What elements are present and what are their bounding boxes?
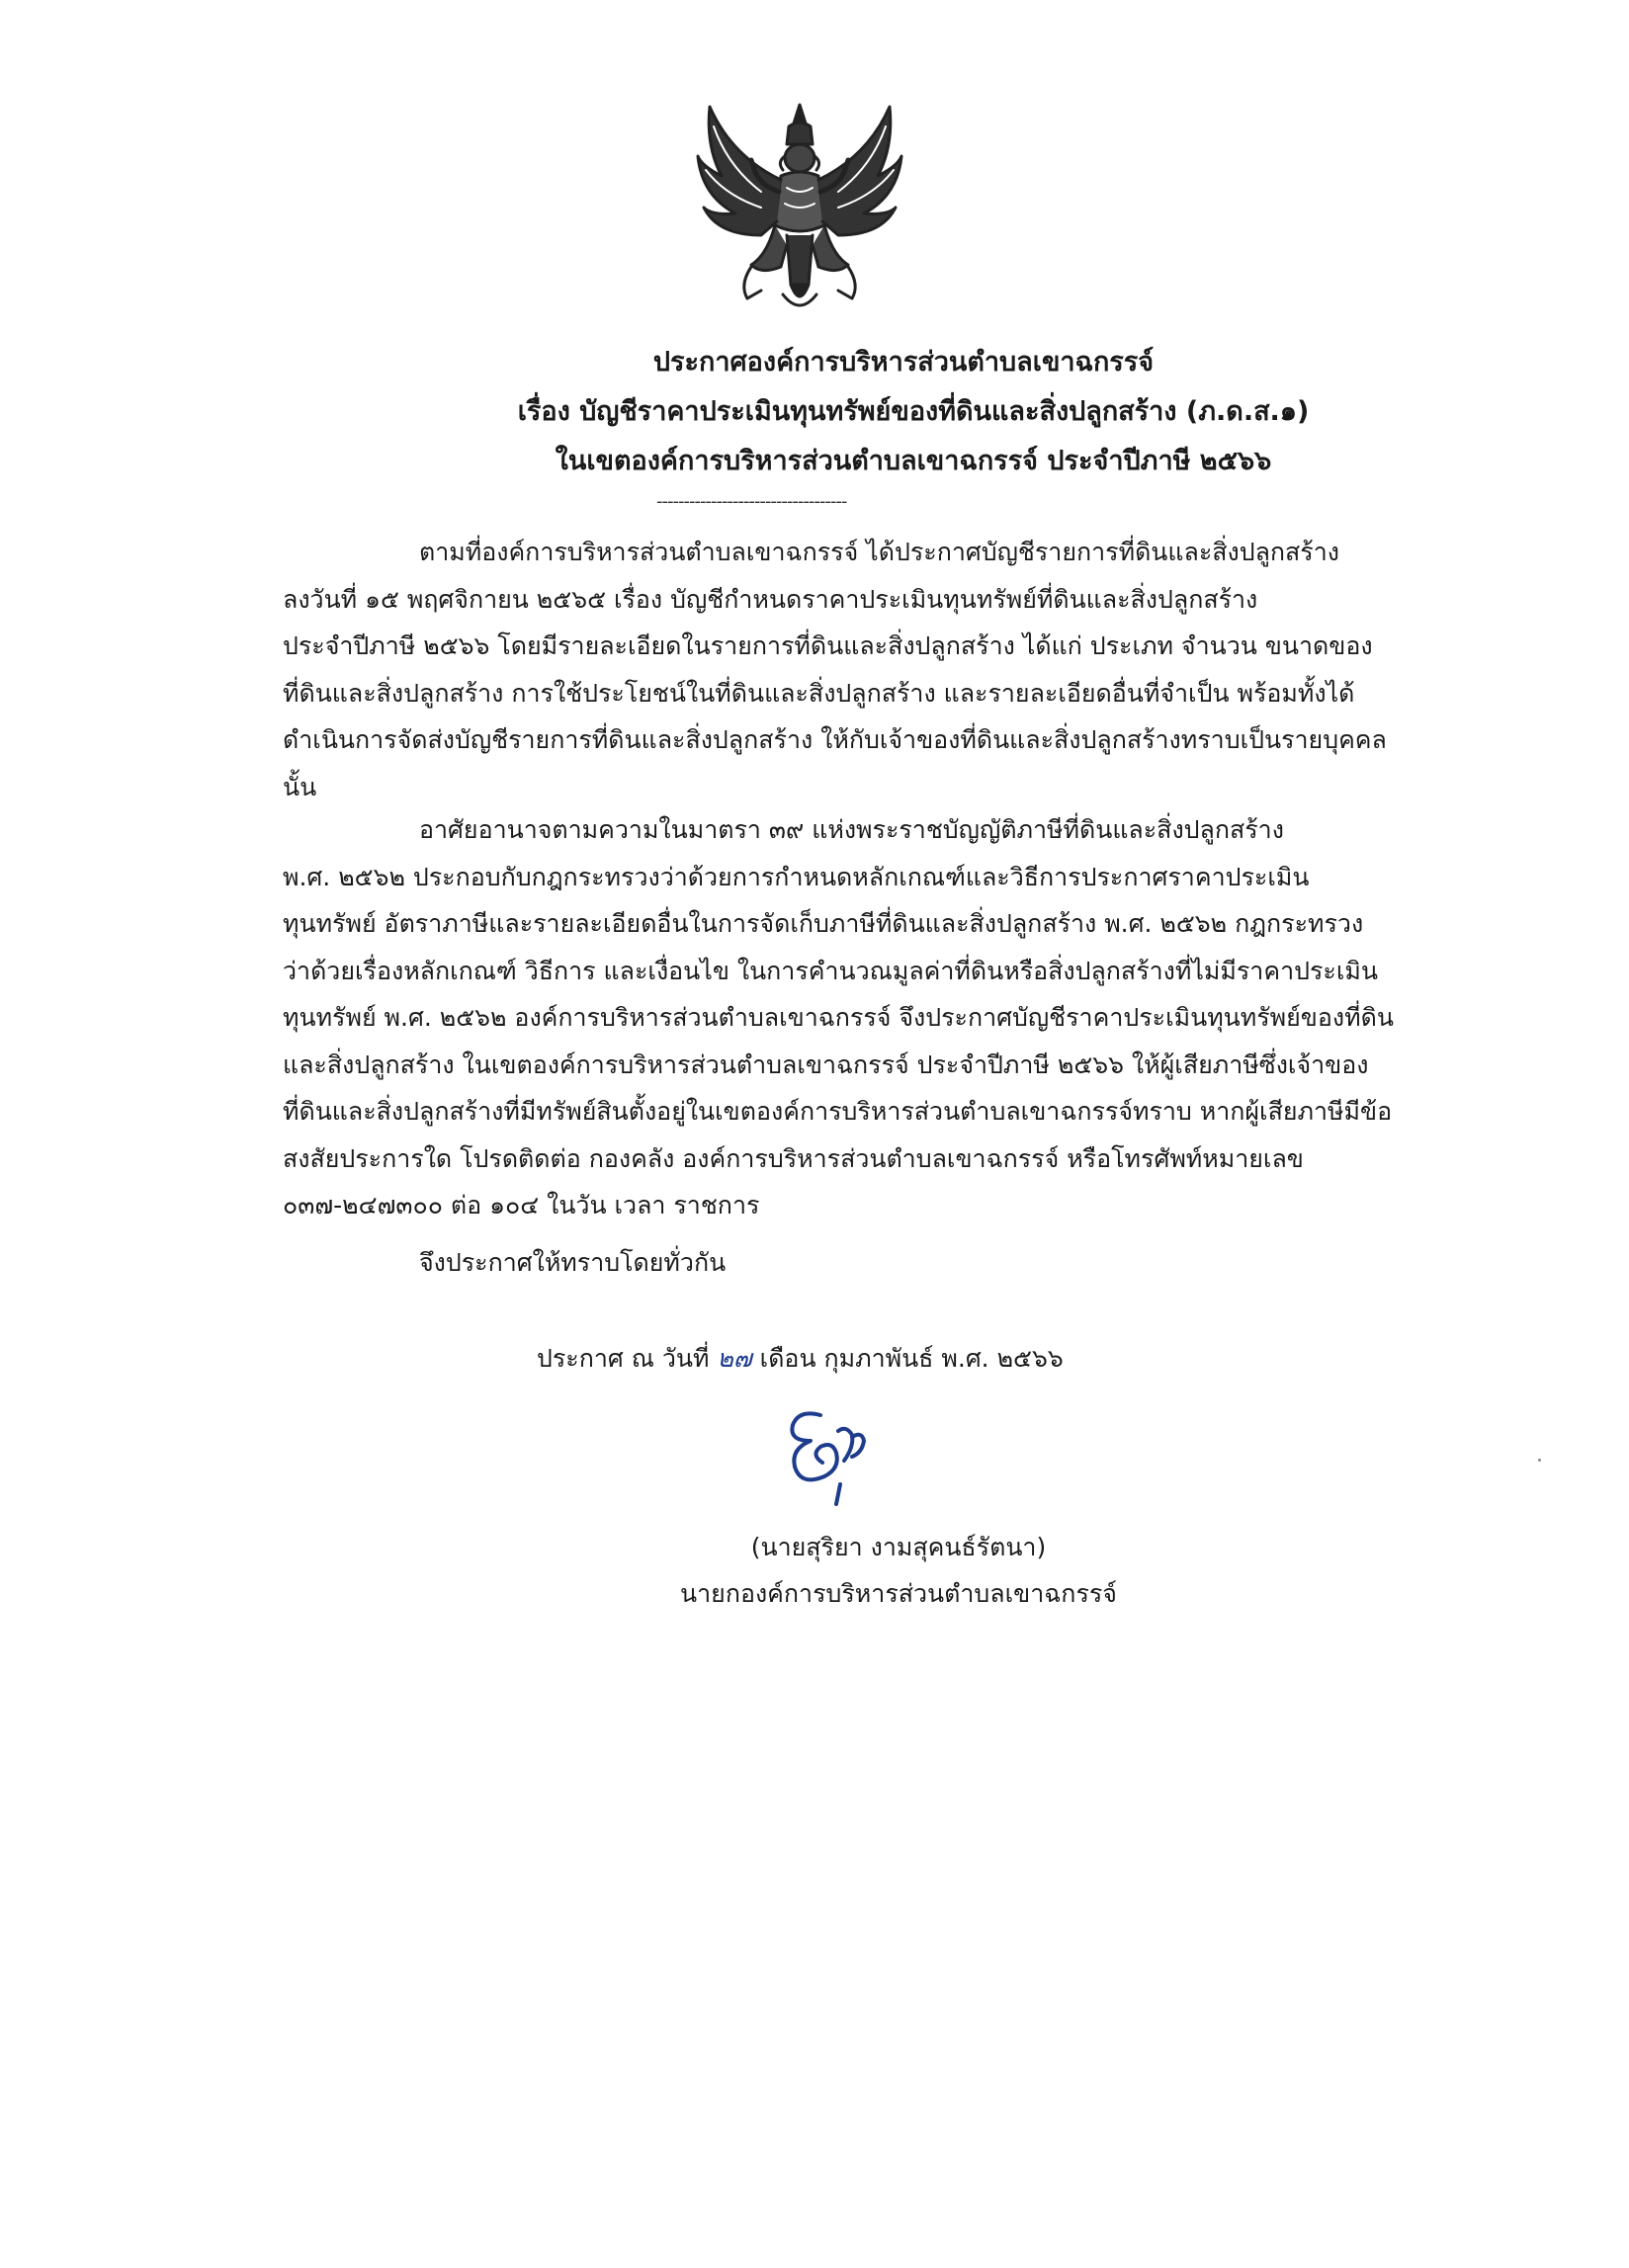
signer-block xyxy=(0,1524,1629,1617)
paragraph-line: ที่ดินและสิ่งปลูกสร้าง การใช้ประโยชน์ในที่ดินและสิ่งปลูกสร้าง และรายละเอียดอื่นที่จำเป็น พร้อมทั้งได้ xyxy=(283,678,1355,708)
paragraph-line: ที่ดินและสิ่งปลูกสร้างที่มีทรัพย์สินตั้งอยู่ในเขตองค์การบริหารส่วนตำบลเขาฉกรรจ์ทราบ หากผู้เสียภาษีมีข้อ xyxy=(283,1097,1393,1126)
announcement-title xyxy=(0,338,1629,486)
signer-position: นายกองค์การบริหารส่วนตำบลเขาฉกรรจ์ xyxy=(680,1579,1117,1608)
scan-speck xyxy=(1538,1459,1541,1462)
paragraph-1 xyxy=(283,529,1433,810)
signer-name: (นายสุริยา งามสุคนธ์รัตนา) xyxy=(750,1533,1047,1561)
paragraph-line: พ.ศ. ๒๕๖๒ ประกอบกับกฎกระทรวงว่าด้วยการกำหนดหลักเกณฑ์และวิธีการประกาศราคาประเมิน xyxy=(283,862,1310,891)
paragraph-line: อาศัยอานาจตามความในมาตรา ๓๙ แห่งพระราชบัญญัติภาษีที่ดินและสิ่งปลูกสร้าง xyxy=(419,815,1284,844)
title-separator: ----------------------------------- xyxy=(656,491,847,512)
paragraph-line: และสิ่งปลูกสร้าง ในเขตองค์การบริหารส่วนตำบลเขาฉกรรจ์ ประจำปีภาษี ๒๕๖๖ ให้ผู้เสียภาษีซึ่งเจ้าของ xyxy=(283,1050,1369,1079)
paragraph-line: ทุนทรัพย์ พ.ศ. ๒๕๖๒ องค์การบริหารส่วนตำบลเขาฉกรรจ์ จึงประกาศบัญชีราคาประเมินทุนทรัพย์ของที่ดิน xyxy=(283,1003,1394,1032)
paragraph-line: สงสัยประการใด โปรดติดต่อ กองคลัง องค์การบริหารส่วนตำบลเขาฉกรรจ์ หรือโทรศัพท์หมายเลข xyxy=(283,1143,1304,1173)
date-suffix: เดือน กุมภาพันธ์ พ.ศ. ๒๕๖๖ xyxy=(751,1344,1064,1373)
date-prefix: ประกาศ ณ วันที่ xyxy=(537,1344,718,1373)
paragraph-line: ตามที่องค์การบริหารส่วนตำบลเขาฉกรรจ์ ได้ประกาศบัญชีรายการที่ดินและสิ่งปลูกสร้าง xyxy=(419,538,1339,566)
title-line-2: เรื่อง บัญชีราคาประเมินทุนทรัพย์ของที่ดินและสิ่งปลูกสร้าง (ภ.ด.ส.๑) xyxy=(517,396,1310,427)
paragraph-line: นั้น xyxy=(283,772,317,801)
paragraph-line: ทุนทรัพย์ อัตราภาษีและรายละเอียดอื่นในการจัดเก็บภาษีที่ดินและสิ่งปลูกสร้าง พ.ศ. ๒๕๖๒ กฎกระทรวง xyxy=(283,909,1364,938)
date-day-handwritten: ๒๗ xyxy=(717,1344,752,1373)
paragraph-line: ประจำปีภาษี ๒๕๖๖ โดยมีรายละเอียดในรายการที่ดินและสิ่งปลูกสร้าง ได้แก่ ประเภท จำนวน ขนาดของ xyxy=(283,631,1373,660)
paragraph-line: ว่าด้วยเรื่องหลักเกณฑ์ วิธีการ และเงื่อนไข ในการคำนวณมูลค่าที่ดินหรือสิ่งปลูกสร้างที่ไม่มีราคาประเมิน xyxy=(283,956,1378,985)
garuda-emblem-icon xyxy=(692,97,907,316)
paragraph-line: ลงวันที่ ๑๕ พฤศจิกายน ๒๕๖๕ เรื่อง บัญชีกำหนดราคาประเมินทุนทรัพย์ที่ดินและสิ่งปลูกสร้าง xyxy=(283,584,1258,614)
handwritten-signature xyxy=(781,1401,890,1510)
title-line-3: ในเขตองค์การบริหารส่วนตำบลเขาฉกรรจ์ ประจำปีภาษี ๒๕๖๖ xyxy=(555,446,1272,476)
paragraph-2 xyxy=(283,806,1433,1229)
paragraph-line: ดำเนินการจัดส่งบัญชีรายการที่ดินและสิ่งปลูกสร้าง ให้กับเจ้าของที่ดินและสิ่งปลูกสร้างทราบเป็นรายบุคคล xyxy=(283,725,1387,754)
title-line-1: ประกาศองค์การบริหารส่วนตำบลเขาฉกรรจ์ xyxy=(652,347,1155,378)
paragraph-line: ๐๓๗-๒๔๗๓๐๐ ต่อ ๑๐๔ ในวัน เวลา ราชการ xyxy=(283,1191,760,1219)
closing-statement: จึงประกาศให้ทราบโดยทั่วกัน xyxy=(419,1248,727,1277)
announcement-date xyxy=(537,1339,1064,1379)
